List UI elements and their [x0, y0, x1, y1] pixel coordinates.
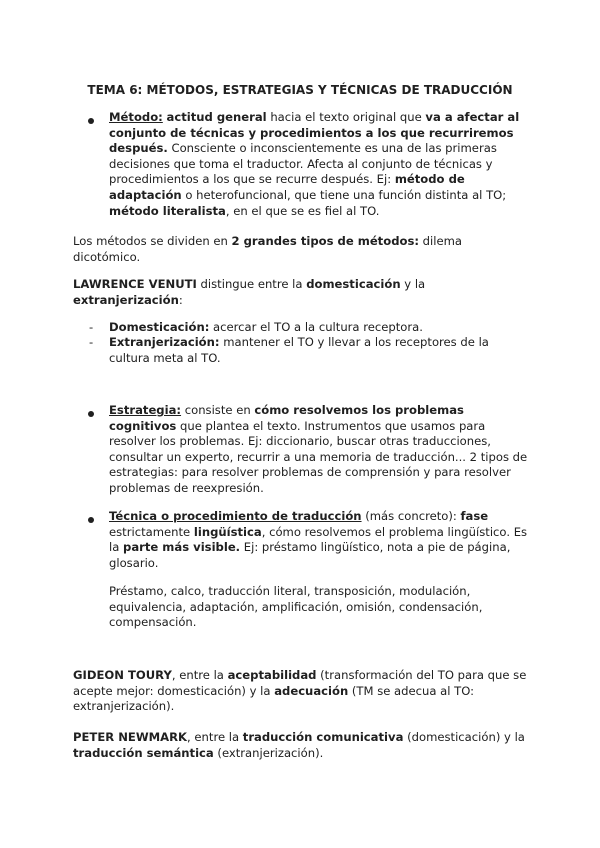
tecnica-bold-1: fase: [460, 509, 489, 523]
tecnica-text-3: , cómo resolvemos el problema lingüístico. Es la: [109, 524, 528, 555]
metodo-text-3: o heterofuncional, que tiene una función distinta al TO;: [181, 187, 507, 202]
toury-text-1: , entre la: [171, 668, 228, 682]
page-title: TEMA 6: MÉTODOS, ESTRATEGIAS Y TÉCNICAS DE TRADUCCIÓN: [87, 83, 513, 97]
metodo-bold-1: actitud general: [166, 110, 267, 124]
venuti-bold-2: extranjerización: [73, 292, 179, 307]
venuti-name: LAWRENCE VENUTI: [73, 277, 197, 291]
newmark-text-2: (domesticación) y la: [403, 730, 525, 744]
tecnicas-list: Préstamo, calco, traducción literal, transposición, modulación, equivalencia, adaptación, amplificación, omisión, condensación, compensación.: [109, 584, 483, 630]
bullet-dot: [88, 517, 94, 523]
newmark-text-3: (extranjerización).: [213, 745, 324, 760]
venuti-paragraph: [73, 277, 473, 308]
metodo-text-1: hacia el texto original que: [266, 110, 426, 124]
estrategia-bold-1: cómo resolvemos los problemas cognitivos: [109, 403, 464, 433]
newmark-bold-1: traducción comunicativa: [242, 730, 404, 744]
metodo-bold-2: va a afectar al conjunto de técnicas y procedimientos a los que recurriremos después.: [109, 110, 520, 156]
toury-text-3: (TM se adecua al TO: extranjerización).: [73, 683, 475, 714]
list-item-domesticacion: [109, 320, 529, 336]
metodo-bold-4: método literalista: [109, 203, 226, 218]
newmark-name: PETER NEWMARK: [73, 730, 188, 744]
newmark-bold-2: traducción semántica: [73, 745, 214, 760]
estrategia-text-1: consiste en: [181, 403, 255, 417]
tecnica-text-1: (más concreto):: [361, 509, 461, 523]
tecnica-text-2: estrictamente: [109, 524, 194, 539]
list-item-text: acercar el TO a la cultura receptora.: [209, 320, 423, 334]
division-bold-1: 2 grandes tipos de métodos:: [231, 234, 419, 248]
bullet-dot: [88, 411, 94, 417]
list-item-label: Extranjerización:: [109, 335, 220, 349]
bullet-dot: [88, 118, 94, 124]
division-text-1: Los métodos se dividen en: [73, 234, 232, 248]
list-item-label: Domesticación:: [109, 320, 210, 334]
tecnica-paragraph: [109, 509, 529, 571]
metodo-label: Método:: [109, 110, 163, 124]
tecnica-bold-2: lingüística: [193, 524, 262, 539]
metodo-text-2: Consciente o inconscientemente es una de las primeras decisiones que toma el traductor. Afecta al conjunto de técnicas y procedimientos a los que se recurre después. Ej:: [109, 141, 497, 187]
estrategia-paragraph: [109, 403, 529, 497]
toury-bold-1: aceptabilidad: [227, 668, 317, 682]
tecnica-label: Técnica o procedimiento de traducción: [109, 509, 362, 523]
estrategia-label: Estrategia:: [109, 403, 182, 417]
newmark-text-1: , entre la: [187, 730, 243, 744]
venuti-text-3: :: [178, 292, 183, 307]
metodo-text-4: , en el que se es fiel al TO.: [225, 203, 380, 218]
tecnica-bold-3: parte más visible.: [123, 540, 241, 555]
division-paragraph: [73, 234, 473, 265]
list-item-text: mantener el TO y llevar a los receptores de la cultura meta al TO.: [109, 335, 489, 365]
newmark-paragraph: [73, 730, 528, 761]
division-text-2: dilema dicotómico.: [73, 234, 463, 264]
venuti-text-1: distingue entre la: [196, 277, 307, 291]
metodo-bold-3: método de adaptación: [109, 172, 465, 202]
metodo-paragraph: [109, 110, 529, 219]
venuti-text-2: y la: [400, 277, 426, 291]
toury-bold-2: adecuación: [274, 683, 349, 698]
list-dash: -: [89, 335, 94, 349]
estrategia-text-2: que plantea el texto. Instrumentos que usamos para resolver los problemas. Ej: diccionario, buscar otras traducciones, consultar un experto, recurrir a una memoria de traducción... 2 tipos de estrategias: para resolver problemas de comprensión y para resolver problemas de reexpresión.: [109, 418, 528, 495]
toury-name: GIDEON TOURY: [73, 668, 172, 682]
list-item-extranjerizacion: [109, 335, 529, 366]
list-dash: -: [89, 320, 94, 334]
tecnica-text-4: Ej: préstamo lingüístico, nota a pie de página, glosario.: [109, 540, 511, 570]
venuti-bold-1: domesticación: [306, 277, 401, 291]
toury-text-2: (transformación del TO para que se acepte mejor: domesticación) y la: [73, 668, 527, 698]
toury-paragraph: [73, 668, 528, 715]
